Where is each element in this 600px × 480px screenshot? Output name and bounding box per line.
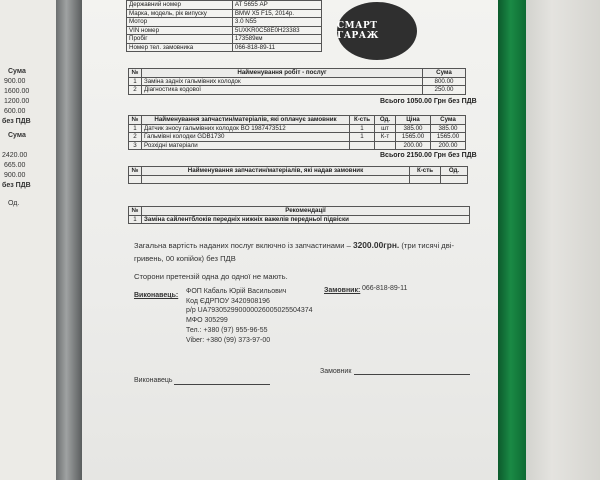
recommendations-table (128, 206, 470, 224)
customer-signature-label: Замовник (320, 368, 352, 375)
table-row: 3 Розхідні матеріали 200.00 200.00 (129, 141, 466, 150)
table-row: 1 Датчик зносу гальмівних колодок BO 1987473512 1 шт 385.00 385.00 (129, 124, 466, 133)
green-folder-strip (498, 0, 526, 480)
table-header-row: № Найменування запчастин/матеріалів, які надав замовник К-сть Од. (129, 167, 468, 176)
executor-label: Виконавець: (134, 292, 179, 299)
executor-signature-label: Виконавець (134, 377, 173, 384)
table-row: Пробіг 173589км (127, 35, 322, 44)
left-value: 1600.00 (4, 88, 30, 95)
table-header-row: № Рекомендації (129, 207, 470, 216)
table-header-row: № Найменування робіт - послуг Сума (129, 69, 466, 78)
executor-code: Код ЄДРПОУ 3420908196 (186, 298, 270, 305)
left-value: 900.00 (4, 78, 26, 85)
table-row: Державний номер АТ 5655 АР (127, 1, 322, 10)
customer-signature-line (354, 374, 470, 375)
wall-background (520, 0, 600, 480)
left-value: 2420.00 (2, 152, 28, 159)
left-value: 665.00 (4, 162, 26, 169)
left-pdv: без ПДВ (2, 118, 31, 125)
no-claims-text: Сторони претензій одна до одної не мають. (134, 272, 288, 281)
table-row (129, 175, 468, 184)
left-od: Од. (8, 200, 20, 207)
parts-total: Всього 2150.00 Грн без ПДВ (380, 152, 477, 159)
left-sum-header: Сума (8, 68, 26, 75)
left-value: 900.00 (4, 172, 26, 179)
total-words: гривень, 00 копійок) без ПДВ (134, 254, 236, 263)
works-total: Всього 1050.00 Грн без ПДВ (380, 98, 477, 105)
company-logo (337, 2, 417, 60)
executor-signature-line (174, 384, 270, 385)
executor-mfo: МФО 305299 (186, 317, 228, 324)
left-value: 1200.00 (4, 98, 30, 105)
customer-phone: 066-818-89-11 (362, 285, 408, 292)
total-sentence: Загальна вартість наданих послуг включно із запчастинами – 3200.00грн. (три тисячі дві- (134, 240, 454, 250)
vehicle-info-table (126, 0, 322, 52)
table-row: Мотор 3.0 N55 (127, 18, 322, 27)
table-row: 2 Діагностика кодової 250.00 (129, 86, 466, 95)
table-header-row: № Найменування запчастин/матеріалів, які оплачує замовник К-сть Од. Ціна Сума (129, 116, 466, 125)
executor-phone: Тел.: +380 (97) 955-96-55 (186, 327, 268, 334)
logo-text: СМАРТ ГАРАЖ (337, 21, 379, 41)
left-sum-header: Сума (8, 132, 26, 139)
works-table (128, 68, 466, 95)
total-amount: 3200.00грн. (352, 240, 400, 250)
table-row: Номер тел. замовника 066-818-89-11 (127, 43, 322, 52)
executor-account: р/р UA793052990000026005025504374 (186, 307, 313, 314)
parts-table (128, 115, 466, 150)
left-value: 600.00 (4, 108, 26, 115)
executor-viber: Viber: +380 (99) 373-97-00 (186, 337, 271, 344)
table-row: 2 Гальмівні колодки GDB1730 1 К-т 1565.00 1565.00 (129, 133, 466, 142)
table-row: 1 Заміна задніх гальмівних колодок 800.00 (129, 77, 466, 86)
executor-name: ФОП Кабаль Юрій Васильович (186, 288, 287, 295)
invoice-page (82, 0, 498, 480)
table-row: 1 Заміна сайлентблоків передніх нижніх важелів передньої підвіски (129, 215, 470, 224)
left-pdv: без ПДВ (2, 182, 31, 189)
left-document (0, 0, 56, 480)
table-row: Марка, модель, рік випуску BMW X5 F15, 2014р. (127, 9, 322, 18)
plastic-sleeve-edge (56, 0, 82, 480)
customer-label: Замовник: (324, 287, 361, 294)
table-row: VIN номер 5UXKR0C58E0H23383 (127, 26, 322, 35)
client-parts-table (128, 166, 468, 184)
